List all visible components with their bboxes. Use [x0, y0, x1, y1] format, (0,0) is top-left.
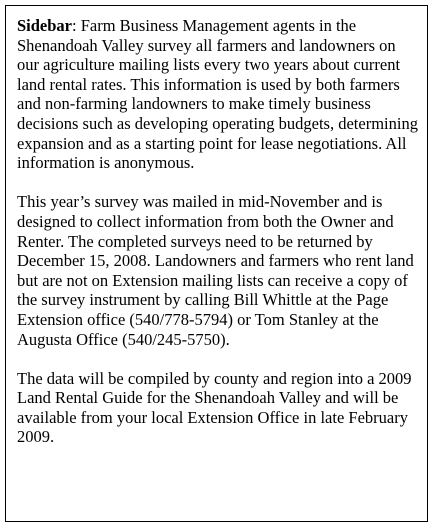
sidebar-paragraph-1-text: : Farm Business Management agents in the Shenandoah Valley survey all farmers and landowners on our agriculture mailing lists every two years about current land rental rates. This information is used by both farmers and non-farming landowners to make timely business decisions such as developing operating budgets, determining expansion and as a starting point for lease negotiations. All information is anonymous.: [17, 16, 418, 173]
sidebar-paragraph-2: This year’s survey was mailed in mid-November and is designed to collect information from both the Owner and Renter. The completed surveys need to be returned by December 15, 2008. Landowners and farmers who rent land but are not on Extension mailing lists can receive a copy of the survey instrument by calling Bill Whittle at the Page Extension office (540/778-5794) or Tom Stanley at the Augusta Office (540/245-5750).: [17, 192, 414, 349]
sidebar-lead-label: Sidebar: [17, 16, 73, 35]
sidebar-box: [5, 5, 428, 522]
sidebar-paragraph-1: [17, 16, 419, 173]
sidebar-paragraph-3: The data will be compiled by county and region into a 2009 Land Rental Guide for the Shenandoah Valley and will be available from your local Extension Office in late February 2009.: [17, 368, 412, 447]
